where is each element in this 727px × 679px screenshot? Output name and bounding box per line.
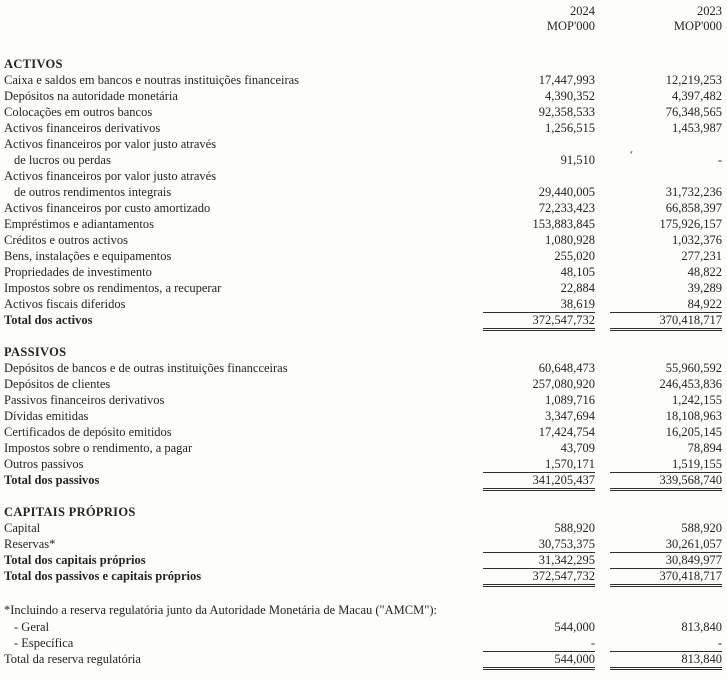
value-2024: 372,547,732	[483, 568, 595, 587]
section	[4, 504, 722, 584]
regulatory-reserve-footnote	[4, 602, 722, 667]
value-2023: 1,453,987	[672, 121, 722, 135]
value-2024: 60,648,473	[538, 361, 595, 375]
value-2024: 372,547,732	[483, 312, 595, 331]
table-row	[4, 651, 722, 667]
row-label: Dívidas emitidas	[4, 409, 89, 423]
value-2023: 246,453,836	[659, 377, 722, 391]
table-row	[4, 168, 722, 184]
table-row	[4, 312, 722, 328]
value-2024: 22,884	[560, 281, 595, 295]
table-row	[4, 152, 722, 168]
row-label: Caixa e saldos em bancos e noutras instituições financeiras	[4, 73, 300, 87]
table-row	[4, 216, 722, 232]
table-row	[4, 424, 722, 440]
value-2024: 588,920	[554, 521, 595, 535]
value-2024: 31,342,295	[483, 552, 595, 569]
value-2023: 18,108,963	[665, 409, 722, 423]
section-title: ACTIVOS	[4, 57, 63, 71]
unit-2024-label: MOP'000	[546, 19, 595, 33]
value-2024: 17,424,754	[538, 425, 595, 439]
table-row	[4, 184, 722, 200]
row-label: Activos financeiros derivativos	[4, 121, 161, 135]
section-title: CAPITAIS PRÓPRIOS	[4, 505, 136, 519]
table-row	[4, 360, 722, 376]
row-label: Colocações em outros bancos	[4, 105, 153, 119]
table-row	[4, 520, 722, 536]
footnote-rows	[4, 619, 722, 667]
value-2023: 16,205,145	[665, 425, 722, 439]
row-label: - Específica	[14, 636, 74, 650]
value-2023: 1,519,155	[610, 456, 722, 473]
column-headers	[4, 4, 722, 34]
value-2024: 1,080,928	[545, 233, 595, 247]
table-row	[4, 120, 722, 136]
statement-sections	[4, 56, 722, 584]
section	[4, 344, 722, 488]
value-2024: 1,570,171	[483, 456, 595, 473]
section-title: PASSIVOS	[4, 345, 67, 359]
row-label: Certificados de depósito emitidos	[4, 425, 172, 439]
unit-2023-label: MOP'000	[673, 19, 722, 33]
table-row	[4, 72, 722, 88]
row-label: Reservas*	[4, 537, 56, 551]
value-2024: 1,089,716	[545, 393, 595, 407]
value-2023: 370,418,717	[610, 568, 722, 587]
value-2024: 92,358,533	[538, 105, 595, 119]
value-2024: 257,080,920	[532, 377, 595, 391]
row-label: Impostos sobre os rendimentos, a recuperar	[4, 281, 222, 295]
row-label: Depósitos de bancos e de outras instituições financceiras	[4, 361, 288, 375]
row-label: - Geral	[14, 620, 50, 634]
row-label: Outros passivos	[4, 457, 84, 471]
table-row	[4, 264, 722, 280]
row-label: Activos fiscais diferidos	[4, 297, 126, 311]
row-label: Bens, instalações e equipamentos	[4, 249, 172, 263]
row-label: de outros rendimentos integrais	[14, 185, 172, 199]
table-row	[4, 296, 722, 312]
table-row	[4, 248, 722, 264]
row-label: Propriedades de investimento	[4, 265, 152, 279]
row-label: Total dos capitais próprios	[4, 553, 146, 567]
year-2024-label: 2024	[570, 4, 595, 18]
value-2023: 48,822	[687, 265, 722, 279]
row-label: Activos financeiros por valor justo através	[4, 169, 217, 183]
table-row	[4, 408, 722, 424]
value-2024: 30,753,375	[483, 536, 595, 553]
row-label: Depósitos de clientes	[4, 377, 111, 391]
value-2023: 813,840	[610, 651, 722, 670]
value-2023: 813,840	[681, 620, 722, 634]
row-label: de lucros ou perdas	[14, 153, 111, 167]
value-2023: 370,418,717	[610, 312, 722, 331]
value-2024: 3,347,694	[545, 409, 595, 423]
value-2024: 255,020	[554, 249, 595, 263]
value-2024: 1,256,515	[545, 121, 595, 135]
table-row	[4, 552, 722, 568]
value-2024: -	[483, 635, 595, 652]
table-row	[4, 392, 722, 408]
row-label: Depósitos na autoridade monetária	[4, 89, 178, 103]
value-2024: 43,709	[560, 441, 595, 455]
scan-artifact: ‘	[627, 148, 634, 162]
table-row	[4, 232, 722, 248]
value-2023: 12,219,253	[665, 73, 722, 87]
value-2024: 17,447,993	[538, 73, 595, 87]
table-row	[4, 635, 722, 651]
row-label: Passivos financeiros derivativos	[4, 393, 165, 407]
footnote-text: *Incluindo a reserva regulatória junto da Autoridade Monetária de Macau ("AMCM"):	[4, 603, 437, 617]
value-2023: 66,858,397	[665, 201, 722, 215]
value-2024: 91,510	[560, 153, 595, 167]
value-2023: 588,920	[681, 521, 722, 535]
value-2024: 72,233,423	[538, 201, 595, 215]
table-row	[4, 280, 722, 296]
value-2023: 76,348,565	[665, 105, 722, 119]
table-row	[4, 568, 722, 584]
row-label: Créditos e outros activos	[4, 233, 128, 247]
table-row	[4, 440, 722, 456]
value-2024: 48,105	[560, 265, 595, 279]
value-2023: 339,568,740	[610, 472, 722, 491]
value-2024: 153,883,845	[532, 217, 595, 231]
value-2023: 30,261,057	[610, 536, 722, 553]
table-row	[4, 456, 722, 472]
value-2023: 84,922	[610, 296, 722, 313]
value-2023: 55,960,592	[665, 361, 722, 375]
year-2023-label: 2023	[697, 4, 722, 18]
table-row	[4, 104, 722, 120]
row-label: Activos financeiros por valor justo através	[4, 137, 217, 151]
table-row	[4, 472, 722, 488]
value-2023: 30,849,977	[610, 552, 722, 569]
value-2023: 1,242,155	[672, 393, 722, 407]
column-header-2023	[610, 4, 722, 34]
header-spacer	[4, 4, 483, 34]
value-2023: 175,926,157	[659, 217, 722, 231]
row-label: Activos financeiros por custo amortizado	[4, 201, 211, 215]
value-2024: 544,000	[554, 620, 595, 634]
value-2023: -	[610, 635, 722, 652]
row-label: Total da reserva regulatória	[4, 652, 141, 666]
value-2023: 78,894	[687, 441, 722, 455]
value-2023: -	[717, 153, 722, 167]
row-label: Total dos passivos	[4, 473, 100, 487]
row-label: Capital	[4, 521, 41, 535]
table-row	[4, 88, 722, 104]
value-2024: 29,440,005	[538, 185, 595, 199]
value-2024: 38,619	[483, 296, 595, 313]
section	[4, 56, 722, 328]
value-2023: 4,397,482	[672, 89, 722, 103]
value-2023: 39,289	[687, 281, 722, 295]
value-2024: 4,390,352	[545, 89, 595, 103]
value-2023: 31,732,236	[665, 185, 722, 199]
table-row	[4, 619, 722, 635]
row-label: Empréstimos e adiantamentos	[4, 217, 154, 231]
row-label: Total dos activos	[4, 313, 93, 327]
table-row	[4, 536, 722, 552]
table-row	[4, 136, 722, 152]
row-label: Impostos sobre o rendimento, a pagar	[4, 441, 193, 455]
value-2023: 1,032,376	[672, 233, 722, 247]
value-2023: 277,231	[681, 249, 722, 263]
value-2024: 341,205,437	[483, 472, 595, 491]
table-row	[4, 376, 722, 392]
value-2024: 544,000	[483, 651, 595, 670]
column-header-2024	[483, 4, 595, 34]
row-label: Total dos passivos e capitais próprios	[4, 569, 202, 583]
table-row	[4, 200, 722, 216]
